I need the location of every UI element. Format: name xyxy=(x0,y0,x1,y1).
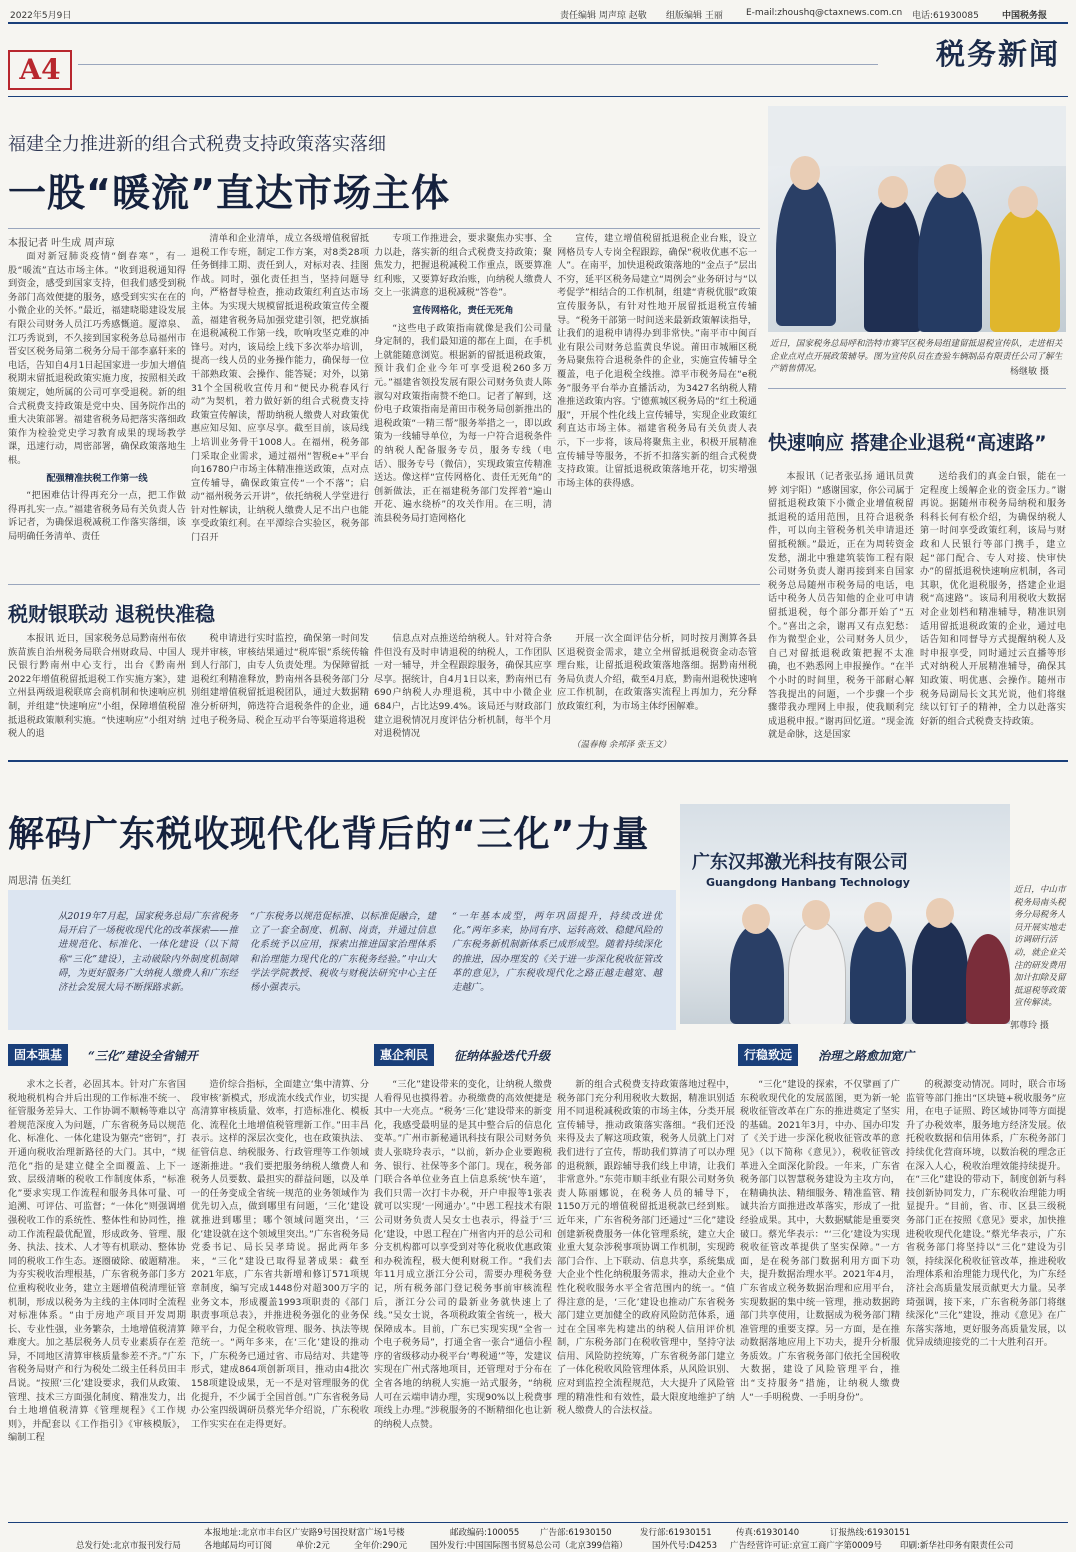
section-title: 税务新闻 xyxy=(935,37,1060,71)
worker-figure xyxy=(990,206,1060,332)
story4-top-rule xyxy=(8,760,1068,762)
story2-column-1 xyxy=(8,632,186,750)
story4-col4-text: 新的组合式税费支持政策落地过程中，税务部门充分利用税收大数据，精准识别适用不同退税减税政策的市场主体，分类开展宣传辅导，推动政策落实落细。“我们还没来得及去了解这项政策，税务人员就上门对我们进行了宣传，帮助我们算清了可以办理的退税额，跟踪辅导我们线上申请，让我们非常意外。”东莞市顺丰纸业有限公司财务负责人陈丽娜说，在税务人员的辅导下，1150万元的增值税留抵退税款已经到账。近年来，广东省税务部门还通过“三化”建设创建新税费服务一体化管理系统，建立大企业重大复杂涉税事项协调工作机制，实现跨部门合作、上下联动、信息共享，系统集成大企业个性化纳税服务需求，推动大企业个性化税收服务水平全省范围内的统一。“值得注意的是，‘三化’建设也推动广东省税务部门建立更加健全的政府风险防范体系，通过在全国率先构建出的纳税人信用评价机制，广东税务部门在税收管理中，坚持守法信用、风险防控统筹，广东省税务部门建立了一体化税收风险管理体系，从风险识别、应对到监控全流程规范，大大提升了风险管理的精准性和有效性，最大限度地维护了纳税人缴费人的合法权益。 xyxy=(557,1079,735,1417)
story1-photo-caption: 近日，国家税务总局呼和浩特市赛罕区税务局组建留抵退税宣传队，走进相关企业点对点开展政策辅导。图为宣传队员在查验车辆制品有限责任公司了解生产销售情况。 xyxy=(770,339,1063,375)
section-tag-3-title: 治理之路愈加宽广 xyxy=(818,1049,915,1063)
footer-license: 广告经营许可证:京宣工商广字第0009号 xyxy=(730,1541,882,1551)
footer-price: 单价:2元 xyxy=(296,1541,330,1551)
story3-col2-text: 送给我们的真金白银，能在一定程度上缓解企业的资金压力。”谢再说。据随州市税务局纳税和服务科科长何有松介绍，为确保纳税人第一时间享受政策红利，该局与财政和人民银行等部门携手，建立起“部门配合、专人对接、快审快办”的留抵退税快速响应机制，各司其职，优化退税服务，搭建企业退税“高速路”。该局利用税收大数据对企业划档和精准辅导，精准识别适用留抵退税政策的企业，通过电话告知和同督导方式提醒纳税人及时申报享受，同时通过云直播等形式对纳税人开展精准辅导，确保其知政策、明优惠、会操作。随州市税务局副局长文其光说，他们将继续以钉钉子的精神，全力以赴落实好新的组合式税费支持政策。 xyxy=(920,471,1066,727)
section-tag-1-title: “三化”建设全省铺开 xyxy=(88,1049,198,1063)
story4-photo-credit: 郭尊玲 摄 xyxy=(1010,1021,1049,1031)
contact-email: E-mail:zhoushq@ctaxnews.com.cn xyxy=(746,8,903,18)
story4-column-4 xyxy=(557,1078,735,1518)
footer-printer: 印刷:新华社印务有限责任公司 xyxy=(900,1541,1014,1551)
story2-column-4 xyxy=(557,632,757,736)
story4-lead-3: “一年基本成型，两年巩固提升，持续改进优化。”两年多来，协同有序、运转高效、稳健风险的广东税务新机制新体系已成形成型。随着持续深化的推进，因办理发的《关于进一步深化税收征管改革的意见》，广东税收现代化之路正越走越宽、越走越广。 xyxy=(452,911,662,994)
story3-top-rule xyxy=(768,388,1066,389)
section-tag-3: 行稳致远 xyxy=(738,1044,798,1066)
story1-photo-credit: 杨继敏 摄 xyxy=(1010,367,1049,377)
story2-top-rule xyxy=(8,584,760,585)
staff-head xyxy=(802,900,830,930)
story1-column-1 xyxy=(8,250,186,580)
story1-col4-text: 宣传，建立增值税留抵退税企业台账，设立网格员专人专岗全程跟踪，确保“税收优惠不忘一人”。在南平，加快退税政策落地的“金点子”层出不穷，延平区税务局建立“周例会”业务研讨与“以考促学”相结合的工作机制，组建“青税优服”政策宣传服务队，有针对性地开展留抵退税宣传辅导。“税务干部第一时间送来最新政策解读指导，让我们的退税申请得办到非常快。”南平市中闽百业有限公司财务总监黄良华说。莆田市城厢区税务局聚焦符合退税条件的企业，实施宣传辅导全覆盖，电子化退税全线推。漳平市税务局在“e税务”服务平台举办直播活动，为3427名纳税人精准推送政策内容。宁德蕉城区税务局的“红土税通服”，开展个性化线上宣传辅导，实现企业政策红利直达市场主体。福建省税务局有关负责人表示，下一步将，该局将聚焦主业，积极开展精准宣传辅导等服务，不折不扣落实新的组合式税费支持政策。让留抵退税政策落地开花，切实增强市场主体的获得感。 xyxy=(557,233,757,489)
section-tag-1: 固本强基 xyxy=(8,1044,68,1066)
story4-col2-text: 造价综合指标，全面建立‘集中清算、分段审核’新模式，形成流水线式作业，切实提高清算审核质量、效率，打造标准化、模板化、流程化土地增值税管理新工作。”田丰昌表示。这样的深层次变化，也在政策执法、征管信息、纳税服务、行政管理等工作领域逐渐推进。“我们要把服务纳税人缴费人和税务人员要数、最担实的群益问题，以及单一的任务变成全省统一规范的业务领域作为优先切入点，做到哪里有问题，‘三化’建设就推进到哪里；哪个领域问题突出，‘三化’建设就在这个领域里突出。”广东省税务局党委书记、局长吴孝琦说。据此两年多来，“三化”建设已取得显著成果：截至2021年底，广东省共新增和修订571项规章制度，编写完成1448份对超300万字的业务文本，形成覆盖1993项职责的《部门职责事项总表》，并推进税务强化的业务保障平台，力促全税收管理、服务、执法等规范统一。“两年多来，在‘三化’建设的推动下，广东税务已通过省、市局结对、共建等形式，建成864项创新项目，推动由4批次158项建设成果，无一不是对管理服务的优化提升，不少属于全国首创。”广东省税务局办公室四级调研员蔡光华介绍说，广东税收工作实实在在走得更好。 xyxy=(191,1079,369,1430)
designer-credit: 组版编辑 王丽 xyxy=(666,11,723,21)
officer-figure xyxy=(918,186,982,332)
story2-title: 税财银联动 退税快准稳 xyxy=(8,602,215,626)
story1-photo xyxy=(768,106,1066,332)
story4-lead-2: “广东税务以规范促标准、以标准促融合，建立了一套全制度、机制、岗责，并通过信息化系统予以应用，探索出推进国家治理体系和治理能力现代化的广东税务经验。”中山大学法学院教授、税收与财税法研究中心主任杨小强表示。 xyxy=(250,911,436,994)
story4-column-3 xyxy=(374,1078,552,1518)
story4-col3-text: “三化”建设带来的变化，让纳税人缴费人看得见也摸得着。办税缴费的高效便捷是其中一大亮点。“税务‘三化’建设带来的新变化，我感受最明显的是其中整合后的信息化变革。”广州市新秘通讯科技有限公司财务负责人张晓玲表示，“以前，新办企业要跑税务、银行、社保等多个部门。现在，税务部门联合各单位业务直上信息系统‘快车道’，我们只需一次打卡办税，开户申报等1张表就可以实现‘一网通办’。”中恩工程技术有限公司财务负责人吴女士也表示，得益于‘三化’建设，中恩工程在广州省内开的总公司和分支机构都可以享受到对等化税收优惠政策和办税流程，极大便利财税工作。“我们去年11月成立浙江分公司，需要办理税务登记，所有税务部门登记税务事前审核流程后，浙江分公司的最新业务就快速上了线。”吴女士说，各项税政策全省统一，极大保障成本。目前，广东已实现实现“全省一个电子税务局”，打通全省一张合“通信小程序的省级移动办税平台‘粤税通’”等，发建议实现在广州式落地项目，还管理对于分布在全省各地的纳税人实施一站式服务，“纳税人可在云端申请办理，实现90%以上税费事项线上办理。”涉税服务的不断精细化也让新的纳税人点赞。 xyxy=(374,1079,552,1430)
section-tag-2: 惠企利民 xyxy=(374,1044,434,1066)
story4-column-5 xyxy=(740,1078,900,1518)
story2-col3-text: 信息点对点推送给纳税人。针对符合条件但没有及时申请退税的纳税人，工作团队一对一辅导，并全程跟踪服务，确保其应享尽享。据统计，自4月1日以来，黔南州已有690户纳税人办理退税，其中中小微企业684户，占比达99.4%。该局还与财政部门建立退税情况月度评估分析机制，每半个月对退税情况 xyxy=(374,633,552,740)
story1-subtitle: 福建全力推进新的组合式税费支持政策落实落细 xyxy=(8,134,386,155)
story1-column-4 xyxy=(557,232,757,580)
story3-column-2 xyxy=(920,470,1066,750)
footer-postcode: 邮政编码:100055 xyxy=(450,1528,520,1538)
officer-head xyxy=(926,898,954,928)
footer-subscription: 各地邮局均可订阅 xyxy=(204,1541,273,1551)
story3-column-1 xyxy=(768,470,914,750)
story2-credit: （温春梅 余邦泽 张玉文） xyxy=(572,740,671,750)
story4-column-1 xyxy=(8,1078,186,1518)
story4-col6-text: 的税源变动情况。同时，联合市场监管等部门推出“区块链+税收服务”应用，在电子证照、跨区域协同等方面提升了办税效率，服务地方经济发展。依托税收数据和信用体系，广东税务部门持续优化营商环境，以数治税的理念正在深入人心，税收治理效能持续提升。在“三化”建设的带动下，制度创新与科技创新协同发力，广东税收治理能力明显提升。“目前，省、市、区县三级税务部门正在按照《意见》要求，加快推进税收现代化建设。”蔡光华表示，广东省税务部门将坚持以“三化”建设为引领，持续深化税收征管改革，推进税收治理体系和治理能力现代化，为广东经济社会高质量发展贡献更大力量。吴孝琦强调，接下来，广东省税务部门将继续深化“三化”建设，推动《意见》在广东落实落地，更好服务高质量发展，以优异成绩迎接党的二十大胜利召开。 xyxy=(906,1079,1066,1349)
footer-rule xyxy=(8,1522,1068,1523)
officer-head xyxy=(864,902,892,932)
story1-col1-text: 面对新冠肺炎疫情“倒春寒”，有一股“暖流”直达市场主体。“收到退税通知得到资金，感受到国家支持，但我们感受到税务部门高效便捷的服务，感受到实实在在的小微企业的关怀。”最近，福建晓聪建设发展有限公司财务人员江巧秀感慨道。厦漳泉、江巧秀说到，不久接到国家税务总局福州市晋安区税务局第二税务分局干部李嘉轩来的电话，告知自4月1日起国家进一步加大增值税期末留抵退税政策实施力度，按照相关政策规定，她所属的公司可享受退税。新的组合式税费支持政策是党中央、国务院作出的重大决策部署。福建省税务局把落实落细政策作为检验党史学习教育成果的现场教学课，迅速行动，周密部署，确保政策落地生根。 xyxy=(8,251,186,466)
story1-column-2 xyxy=(191,232,369,580)
story4-title: 解码广东税收现代化背后的“三化”力量 xyxy=(8,814,650,855)
footer-ad-phone: 广告部:61930150 xyxy=(540,1528,612,1538)
story1-col1-subhead: 配强精准扶税工作第一线 xyxy=(46,472,148,484)
story1-col2-text: 清单和企业清单，成立各级增值税留抵退税工作专班，制定工作方案，对8类28项任务倒排工期、责任到人，对标对表、挂图作战。同时，强化责任担当，坚持问题导向，严格督导检查，推动政策红利直达市场主体。为实现大规模留抵退税政策宣传全覆盖，福建省税务局加强党建引领，把党旗插在退税减税工作第一线，吹响攻坚克难的冲锋号。对内，该局绘上线下多次举办培训，提高一线人员的业务操作能力，确保每一位干部熟政策、会操作、能答疑；对外，以第31个全国税收宣传月和“便民办税春风行动”为契机，着力做好新的组合式税费支持政策宣传解读，帮助纳税人缴费人对政策优惠应知尽知、应享尽享。截至目前，该局线上培训业务骨干1008人。在福州，税务部门采取企业需求，通过福州“智税e+”平台向16780户市场主体精准推送政策，点对点宣传辅导，确保政策宣传“一个不落”；启动“福州税务云开讲”，依托纳税人学堂进行针对性解读，让纳税人缴费人足不出户也能享受政策红利。在平潭综合实验区，税务部门召开 xyxy=(191,233,369,544)
officer-figure xyxy=(912,918,968,1024)
story1-column-3 xyxy=(374,232,552,580)
officer-figure xyxy=(730,924,784,1024)
footer-intl-code: 国外代号:D4253 xyxy=(652,1541,718,1551)
story4-photo xyxy=(680,804,1010,1024)
officer-figure xyxy=(864,196,922,332)
paper-name: 中国税务报 xyxy=(1002,11,1048,21)
story4-column-2 xyxy=(191,1078,369,1518)
staff-figure xyxy=(966,934,1010,1024)
footer-intl: 国外发行:中国国际图书贸易总公司（北京399信箱） xyxy=(430,1541,628,1551)
story1-col3-subhead: 宣传网格化，责任无死角 xyxy=(412,304,514,316)
editor-credit: 责任编辑 周声琼 赵敬 xyxy=(560,11,647,21)
officer-figure xyxy=(776,176,836,326)
story2-column-2 xyxy=(191,632,369,750)
story2-col2-text: 税申请进行实时监控，确保第一时间发现并审核，审核结果通过“税库银”系统传输到人行部门，由专人负责处理。为保障留抵退税红利精准释放，黔南州各县税务部门分别组建增值税留抵退税团队，通过大数据精准分析研判，筛选符合退税条件的企业，通过电子税务局、税企互动平台等渠道将退税 xyxy=(191,633,369,726)
officer-head xyxy=(878,176,908,208)
worker-head xyxy=(1008,186,1038,218)
staff-figure xyxy=(788,920,846,1024)
issue-date: 2022年5月9日 xyxy=(10,11,72,21)
officer-head xyxy=(742,904,770,934)
story1-col1b-text: “把困难估计得再充分一点，把工作做得再扎实一点。”福建省税务局有关负责人告诉记者，为确保退税减税工作落实落细，该局明确任务清单、责任 xyxy=(8,490,186,542)
footer-annual-price: 全年价:290元 xyxy=(354,1541,408,1551)
story2-col1-text: 本报讯 近日，国家税务总局黔南州布依族苗族自治州税务局联合州财政局、中国人民银行黔南州中心支行，出台《黔南州2022年增值税留抵退税工作实施方案》，建立州县两级退税联席会商机制和快速响应机制，并组建“快速响应”小组，保障增值税留抵退税政策顺利实施。“快速响应”小组对纳税人的退 xyxy=(8,633,186,740)
footer-fax: 传真:61930140 xyxy=(736,1528,800,1538)
story2-column-3 xyxy=(374,632,552,750)
story4-photo-caption: 近日，中山市税务局南头税务分局税务人员开展实地走访调研行活动，就企业关注的研发费用加计扣除及留抵退税等政策宣传解读。 xyxy=(1014,885,1066,1009)
story1-col3-text: 专项工作推进会，要求聚焦办实事、全力以赴，落实新的组合式税费支持政策；聚焦发力，把握退税减税工作重点，既要算准红利账，又要算好政治账，向纳税人缴费人交上一张满意的退税减税“答卷”。 xyxy=(374,233,552,299)
footer-subscribe: 订报热线:61930151 xyxy=(830,1528,911,1538)
section-rule xyxy=(78,64,878,65)
story1-col3b-text: “这些电子政策指南就像是我们公司量身定制的，我们最知道的都在上面，在手机上就能随意浏览。根据新的留抵退税政策，预计我们企业今年可享受退税260多万元。”福建省领投发展有限公司财务负责人陈淑勾对政策指南赞不绝口。记者了解到，这份电子政策指南是莆田市税务局创新推出的退税政策“一精三帮”服务举措之一，即以政策为一线辅导单位，为每一户符合退税条件的纳税人配备服务专员，服务专线（电话）、服务专号（微信），实现政策宣传精准送达。像这样“宣传网格化、责任无死角”的创新做法，正在福建税务部门发挥着“遍山开花、遍水绕桥”的攻关作用。在三明，清流县税务局打造网格化 xyxy=(374,322,552,524)
story4-lead-1: 从2019年7月起，国家税务总局广东省税务局开启了一场税收现代化的改革探索——推进规范化、标准化、一体化建设（以下简称“三化”建设），主动破除内外制度机制障碍，为更好服务广大纳税人缴费人和广东经济社会发展大局不断探路求新。 xyxy=(58,911,238,994)
story2-col4-text: 开展一次全面评估分析，同时按月测算各县区退税资金需求，建立全州留抵退税资金动态管理台账，让留抵退税政策落地落细。据黔南州税务局负责人介绍，截至4月底，黔南州退税快速响应工作机制，在政策落实流程上再加力，充分释放政策红利，为市场主体纾困解难。 xyxy=(557,633,757,712)
officer-head xyxy=(934,164,966,198)
story4-col5-text: “三化”建设的探索，不仅擘画了广东税收现代化的发展蓝图，更为新一轮税收征管改革在广东的推进奠定了坚实的基础。2021年3月，中办、国办印发了《关于进一步深化税收征管改革的意见》（以下简称《意见》），税收征管改革进入全面深化阶段。一年来，广东省税务部门以智慧税务建设为主攻方向，在精确执法、精细服务、精准监管、精诚共治方面推进改革落实，形成了一批经验成果。其中，大数据赋能是重要突破口。蔡光华表示：“‘三化’建设为实现税收征管改革提供了坚实保障。”一方面，是在税务部门数据利用方面下功夫，提升数据治理水平。2021年4月，广东省成立税务数据治理和应用平台，实现数据的集中统一管理，推动数据跨部门共享使用，让数据成为税务部门精准管理的重要支撑。另一方面，是在推动数据落地应用上下功夫，提升分析服务质效。广东省税务部门依托全国税收大数据，建设了风险管理平台，推出“支持服务”措施，让纳税人缴费人“一手明税费、一手明身份”。 xyxy=(740,1079,900,1403)
photo-ceiling xyxy=(768,106,1066,166)
story1-rule xyxy=(8,228,760,229)
page-number: A4 xyxy=(8,50,72,90)
story3-col1-text: 本报讯（记者张弘扬 通讯员黄婷 刘宇阳）“感谢国家，你公司属于留抵退税政策下小微企业增值税留抵退税的适用范围，且符合退税条件，可以向主管税务机关申请退还留抵税额。”最近，正在为周转资金发愁，湖北中雅建筑装饰工程有限公司财务负责人谢再接到来自国家税务总局随州市税务局的电话，电话中税务人员告知他的企业可申请留抵退税，每个部分都开始了“五个。”喜出之余，谢再又有点犯愁：作为微型企业，公司财务人员少，自己对留抵退税政策把握不太准确，也不熟悉网上申报操作。“在半个小时的时间里，税务干部耐心解答我提出的问题，一个步骤一个步骤带我办理网上申报，使我顺利完成退税申报。”谢再回忆道。“现金流就是命脉，这是国家 xyxy=(768,471,914,741)
officer-figure xyxy=(850,922,906,1024)
company-sign-en: Guangdong Hanbang Technology xyxy=(706,876,910,889)
section-tag-2-title: 征纳体验迭代升级 xyxy=(454,1049,551,1063)
footer-dist-phone: 发行部:61930151 xyxy=(640,1528,712,1538)
story1-byline: 本报记者 叶生成 周声琼 xyxy=(8,238,115,249)
story1-title: 一股“暖流”直达市场主体 xyxy=(8,171,450,215)
footer-address: 本报地址:北京市丰台区广安路9号国投财富广场1号楼 xyxy=(204,1528,405,1538)
section-divider xyxy=(8,96,1068,97)
story3-title: 快速响应 搭建企业退税“高速路” xyxy=(768,432,1047,454)
footer-distributor: 总发行处:北京市报刊发行局 xyxy=(76,1541,181,1551)
story4-byline: 周思清 伍美红 xyxy=(8,876,72,887)
masthead-rule xyxy=(8,22,1068,24)
officer-head xyxy=(790,156,820,190)
story4-column-6 xyxy=(906,1078,1066,1518)
company-sign: 广东汉邦激光科技有限公司 xyxy=(692,852,908,873)
contact-phone: 电话:61930085 xyxy=(912,11,979,21)
story4-col1-text: 求木之长者，必固其本。针对广东省国税地税机构合并后出现的工作标准不统一、征管服务差异大、工作协调不顺畅等难以守着规范深度入为问题，广东省税务局以规范化、标准化、一体化建设为躯壳“密钥”，打开通向税收治理新路径的大门。其中，“规范化”指的是建立健全全面覆盖、上下一致、层级清晰的税收工作制度体系，“标准化”要求实现工作流程和服务具体可量、可追溯、可评估、可监督；“一体化”则强调增强税收工作的系统性、整体性和协同性，推动工作流程最优配置，形成政务、管理、服务、执法、技术、人才等有机联动、整体协同的税收工作生态。逐圈破除、破题精准。为夯实税收治理根基，广东省税务部门多方位重构税收业务，建立主题增值税清理征管机制，形成以税务为主线的主体同时全流程对标准体系。“由于房地产项目开发周期长、专业性强，业务繁杂，土地增值税清算难度大。加之基层税务人员专业素质存在差异，不同地区清算审核质量参差不齐。”广东省税务局财产和行为税处二级主任科员田丰昌说。“按照‘三化’建设要求，我们从政策、管理、技术三方面强化制度、精准发力，出台土地增值税清算《管理规程》《工作规则》，并配套以《工作指引》《审核模版》，编制工程 xyxy=(8,1079,186,1444)
